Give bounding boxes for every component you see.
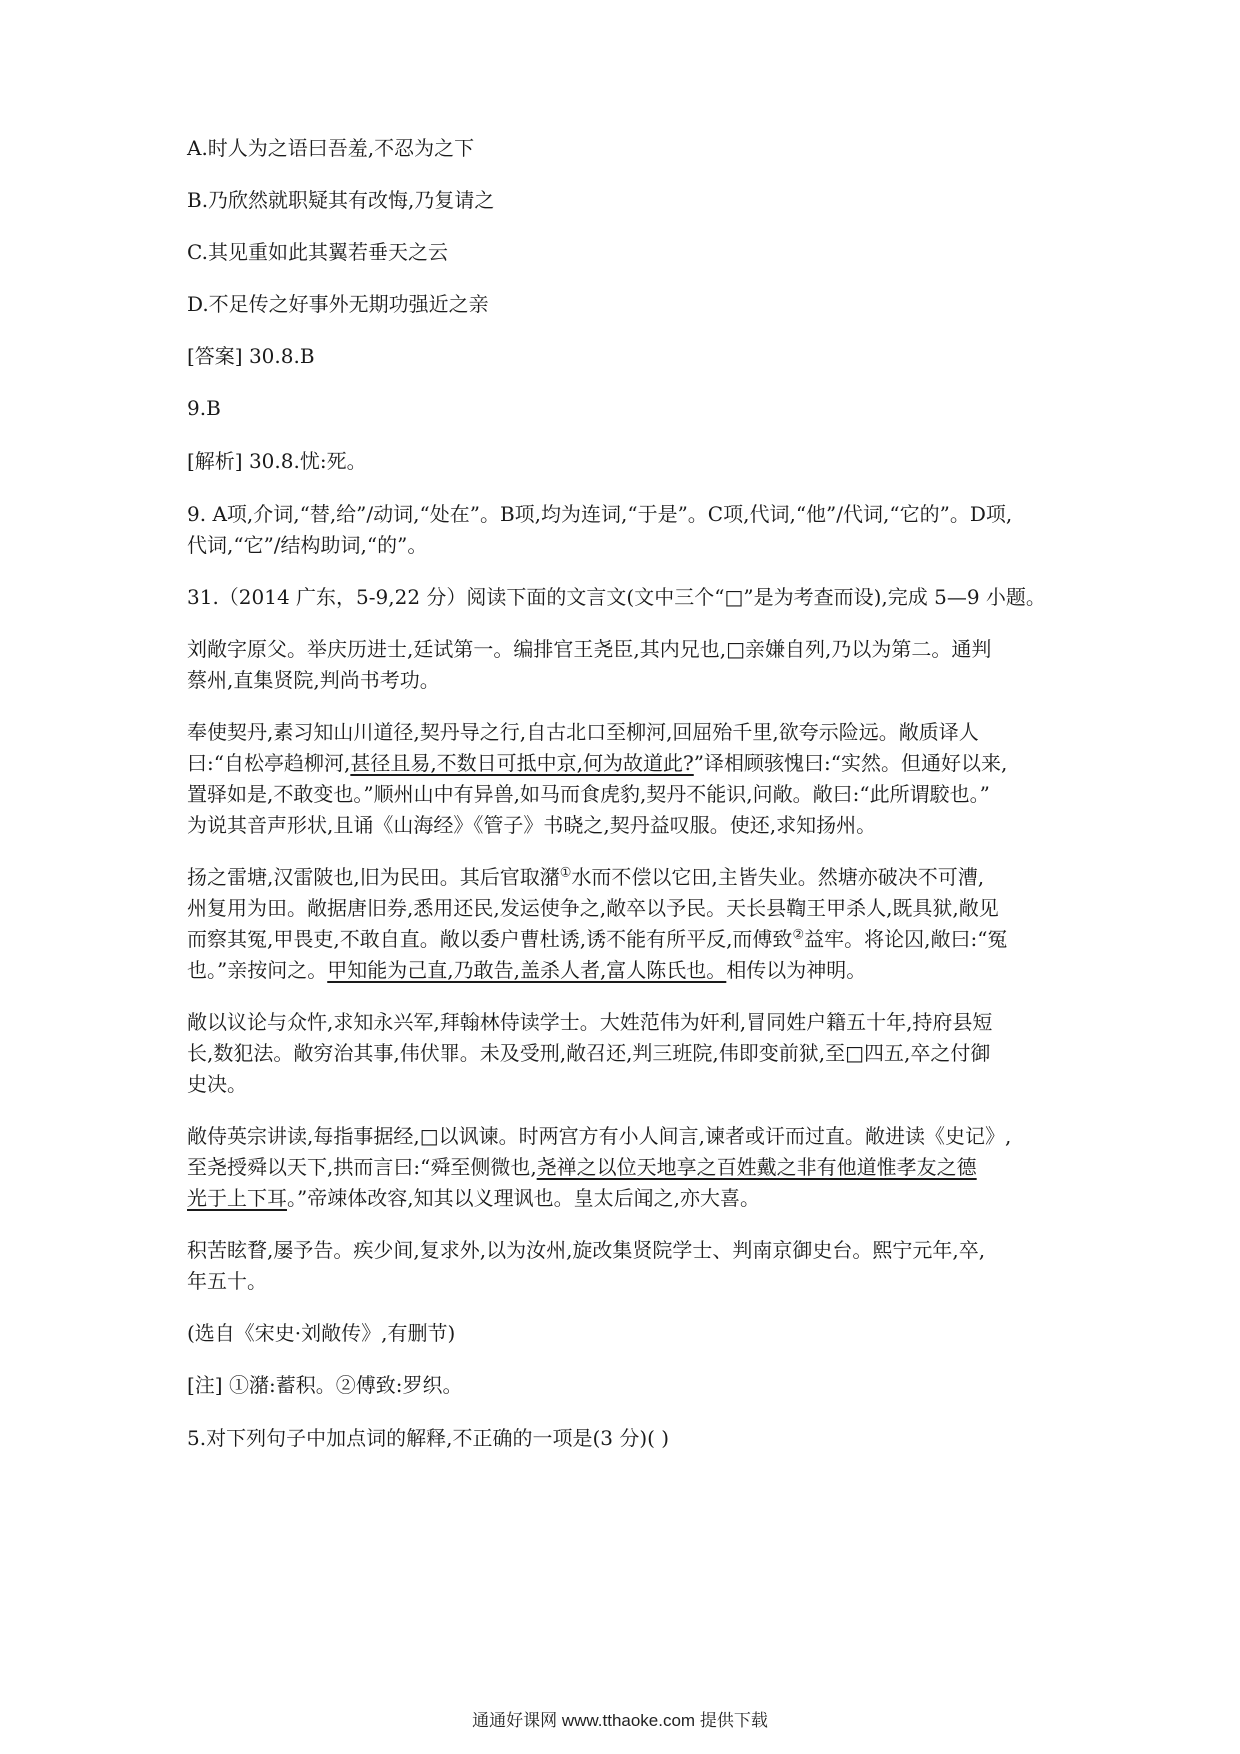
note-1-marker: ① [559, 865, 572, 881]
para3-text-4: 也。”亲按问之。 [187, 958, 328, 982]
passage-para2-line3: 置驿如是,不敢变也。”顺州山中有异兽,如马而食虎豹,契丹不能识,问敞。敞曰:“此所谓駮也。” [187, 782, 990, 806]
passage-para2-line4: 为说其音声形状,且诵《山海经》《管子》书晓之,契丹益叹服。使还,求知扬州。 [187, 813, 877, 837]
passage-para4-line3: 史决。 [187, 1072, 247, 1096]
passage-para5-line3 [187, 1180, 1057, 1216]
para3-text-5: 相传以为神明。 [726, 958, 867, 982]
passage-para2-line1: 奉使契丹,素习知山川道径,契丹导之行,自古北口至柳河,回屈殆千里,欲夸示险远。敞质译人 [187, 720, 979, 744]
passage-para6-line2: 年五十。 [187, 1269, 267, 1293]
option-d: D.不足传之好事外无期功强近之亲 [187, 292, 489, 316]
passage-para1-line1: 刘敞字原父。举庆历进士,廷试第一。编排官王尧臣,其内兄也,□亲嫌自列,乃以为第二。通判 [187, 637, 992, 661]
analysis-9-line2: 代词,“它”/结构助词,“的”。 [187, 533, 428, 557]
para3-text: 扬之雷塘,汉雷陂也,旧为民田。其后官取潴 [187, 865, 560, 889]
passage-para4-line1: 敞以议论与众忤,求知永兴军,拜翰林侍读学士。大姓范伟为奸利,冒同姓户籍五十年,持府县短 [187, 1010, 993, 1034]
passage-para6-line1: 积苦眩瞀,屡予告。疾少间,复求外,以为汝州,旋改集贤院学士、判南京御史台。熙宁元年,卒, [187, 1238, 986, 1262]
option-c: C.其见重如此其翼若垂天之云 [187, 240, 448, 264]
passage-notes: [注] ①潴:蓄积。②傅致:罗织。 [187, 1373, 463, 1397]
answer-label: [答案] 30.8.B [187, 344, 315, 368]
para5-text-cont: 。”帝竦体改容,知其以义理讽也。皇太后闻之,亦大喜。 [287, 1186, 760, 1210]
passage-para4-line2: 长,数犯法。敞穷治其事,伟伏罪。未及受刑,敞召还,判三班院,伟即变前狱,至□四五,卒之付御 [187, 1041, 991, 1065]
analysis-label: [解析] 30.8.忧:死。 [187, 449, 367, 473]
para2-text: 曰:“自松亭趋柳河, [187, 751, 351, 775]
underlined-sentence-2: 甲知能为己直,乃敢告,盖杀人者,富人陈氏也。 [327, 958, 727, 982]
passage-para3-line2: 州复用为田。敞据唐旧券,悉用还民,发运使争之,敞卒以予民。天长县鞫王甲杀人,既具狱,敞见 [187, 896, 999, 920]
underlined-sentence-3-cont: 光于上下耳 [187, 1186, 287, 1210]
passage-para1-line2: 蔡州,直集贤院,判尚书考功。 [187, 668, 440, 692]
para3-text-3: 益牢。将论囚,敞曰:“冤 [804, 927, 1008, 951]
para2-text-cont: ”译相顾骇愧曰:“实然。但通好以来, [693, 751, 1008, 775]
note-2-marker: ② [792, 927, 805, 943]
passage-para5-line1: 敞侍英宗讲读,每指事据经,□以讽谏。时两宫方有小人间言,谏者或讦而过直。敞进读《史记》, [187, 1124, 1012, 1148]
option-a: A.时人为之语曰吾羞,不忍为之下 [187, 136, 475, 160]
answer-9: 9.B [187, 396, 221, 420]
underlined-sentence-3: 尧禅之以位天地享之百姓戴之非有他道惟孝友之德 [536, 1155, 977, 1179]
option-b: B.乃欣然就职疑其有改悔,乃复请之 [187, 188, 495, 212]
passage-source: (选自《宋史·刘敞传》,有删节) [187, 1321, 456, 1345]
question-31-heading: 31.（2014 广东，5-9,22 分）阅读下面的文言文(文中三个“□”是为考查而设),完成 5—9 小题。 [187, 585, 1046, 609]
analysis-9-line1: 9. A项,介词,“替,给”/动词,“处在”。B项,均为连词,“于是”。C项,代词,“他”/代词,“它的”。D项, [187, 502, 1013, 526]
para5-text: 至尧授舜以天下,拱而言曰:“舜至侧微也, [187, 1155, 537, 1179]
passage-para3-line4 [187, 952, 1057, 988]
question-5: 5.对下列句子中加点词的解释,不正确的一项是(3 分)( ) [187, 1426, 670, 1450]
para3-text-2: 而察其冤,甲畏吏,不敢自直。敞以委户曹杜诱,诱不能有所平反,而傅致 [187, 927, 793, 951]
page-footer: 通通好课网 www.tthaoke.com 提供下载 [472, 1711, 768, 1730]
underlined-sentence-1: 甚径且易,不数日可抵中京,何为故道此? [350, 751, 694, 775]
para3-text-cont: 水而不偿以它田,主皆失业。然塘亦破决不可漕, [571, 865, 985, 889]
